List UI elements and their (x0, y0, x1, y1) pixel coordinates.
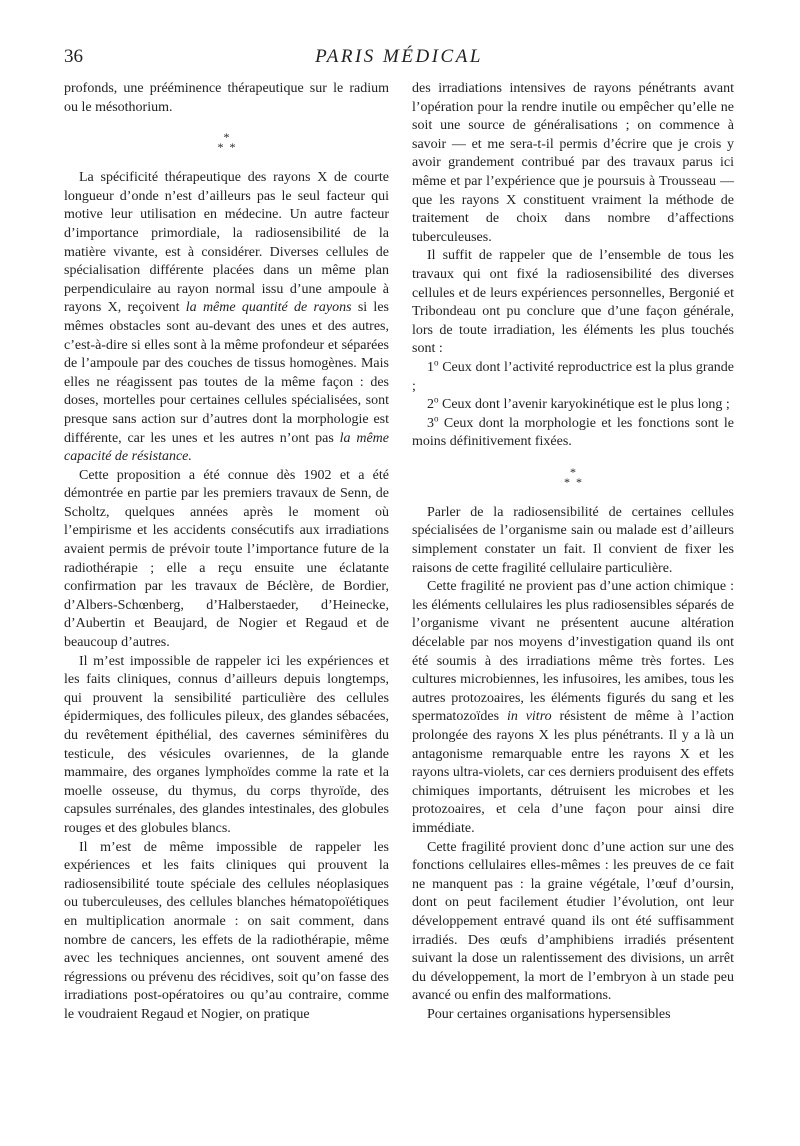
paragraph (64, 169, 389, 467)
ordinal-suffix: o (434, 413, 439, 424)
text-run: La spécificité thérapeutique des rayons X de courte longueur d’onde n’est d’ailleurs pas le seul facteur qui motive leur utilisation en médecine. Un autre facteur d’importance primordiale, la radiosensibilité de la matière vivante, est à considérer. Diverses cellules de spécialisation différente placées dans un même plan perpendiculaire au rayon normal issu d’une ampoule à rayons X, reçoivent (64, 170, 389, 316)
item-number: 1 (427, 359, 434, 375)
separator-stars: ** (564, 474, 588, 489)
right-column (412, 80, 734, 1025)
paragraph: Parler de la radiosensibilité de certaines cellules spécialisées de l’organisme sain ou malade est d’ailleurs simplement constater un fait. Il convient de fixer les raisons de cette fragilité cellulaire particulière. (412, 504, 734, 576)
paragraph: Il suffit de rappeler que de l’ensemble de tous les travaux qui ont fixé la radiosensibilité des diverses cellules et de leurs expériences personnelles, Bergonié et Tribondeau ont pu conclure que d’une façon générale, lors de toute irradiation, les éléments les plus touchés sont : (412, 248, 734, 357)
paragraph (412, 578, 734, 838)
item-number: 3 (427, 415, 434, 431)
item-text: Ceux dont la morphologie et les fonctions sont le moins définitivement fixées. (412, 415, 734, 450)
left-column (64, 80, 389, 1025)
item-text: Ceux dont l’avenir karyokinétique est le plus long ; (438, 397, 730, 413)
paragraph: Pour certaines organisations hypersensibles (427, 1006, 671, 1022)
page-number: 36 (64, 46, 83, 67)
text-run: si les mêmes obstacles sont au-devant des unes et des autres, c’est-à-dire si elles sont à la même profondeur et séparées de l’ampoule par des couches de tissus homogènes. Mais elles ne réagissent pas toutes de la même façon : des doses, mortelles pour certaines cellules spécialisées, sont presque sans action sur d’autres dont la morphologie est différente, car les unes et les autres n’ont pas (64, 300, 389, 446)
list-item (412, 396, 734, 415)
list-item (412, 359, 734, 396)
emphasis: la même quantité de rayons (185, 300, 352, 316)
running-title: PARIS MÉDICAL (315, 46, 483, 67)
page-header (64, 44, 734, 74)
separator-stars: ** (217, 140, 242, 155)
section-separator (64, 117, 389, 169)
paragraph: des irradiations intensives de rayons pénétrants avant l’opération pour la rendre inutile ou empêcher qu’elle ne soit une source de généralisations ; on commence à savoir — et me sera-t-il permis d’écrire que je crois y avoir grandement contribué par des travaux parus ici même et par l’expérience que je poursuis à Trousseau — que les rayons X constituent vraiment la méthode de traitement de choix dans nombre d’affections tuberculeuses. (412, 81, 734, 245)
separator-star: * (570, 464, 576, 479)
text-run: résistent de même à l’action prolongée des rayons X les plus pénétrants. Il y a là un antagonisme remarquable entre les rayons X et les rayons ultra-violets, car ces derniers produisent des effets chimiques importants, détruisent les microbes et les protozoaires, et cela d’une façon pour ainsi dire immédiate. (412, 709, 734, 836)
paragraph: Il m’est de même impossible de rappeler les expériences et les faits cliniques qui prouvent la radiosensibilité toute spéciale des cellules néoplasiques ou tuberculeuses, des cellules blanches hématopoïétiques en multiplication anormale : on sait comment, dans nombre de cancers, les effets de la radiothérapie, même avec les techniques anciennes, ont souvent amené des régressions ou prévenu des récidives, soit qu’on fasse des irradiations post-opératoires ou qu’au contraire, comme le voudraient Regaud et Nogier, on pratique (64, 839, 389, 1022)
paragraph: Il m’est impossible de rappeler ici les expériences et les faits cliniques, connus d’ailleurs depuis longtemps, qui prouvent la sensibilité particulière des cellules épidermiques, des follicules pileux, des glandes sébacées, du revêtement épithélial, des cavernes séminifères du testicule, des vésicules ovariennes, de la glande mammaire, des organes lymphoïdes comme la rate et la moelle osseuse, du thymus, du corps thyroïde, des capsules surrénales, des glandes intestinales, des globules rouges et des globules blancs. (64, 653, 389, 836)
emphasis: in vitro (506, 709, 552, 725)
item-text: Ceux dont l’activité reproductrice est la plus grande ; (412, 359, 734, 394)
separator-star: * (223, 130, 230, 145)
item-number: 2 (427, 397, 434, 413)
section-separator (412, 452, 734, 504)
list-item (412, 415, 734, 452)
paragraph: Cette proposition a été connue dès 1902 et a été démontrée en partie par les premiers travaux de Senn, de Scholtz, quelques années après le moment où l’empirisme et les accidents consécutifs aux irradiations avaient permis de prévoir toute l’importance future de la radiothérapie ; elle a reçu ensuite une éclatante confirmation par les travaux de Béclère, de Bordier, d’Albers-Schœnberg, d’Halberstaeder, d’Heinecke, d’Aubertin et Beaujard, de Nogier et Regaud et de beaucoup d’autres. (64, 467, 389, 651)
emphasis: la même capacité de résistance. (64, 430, 389, 465)
paragraph: Cette fragilité provient donc d’une action sur une des fonctions cellulaires elles-mêmes : les preuves de ce fait ne manquent pas : la graine végétale, l’œuf d’oursin, dont on peut facilement étudier l’évolution, ont leur développement entravé quand ils ont été suffisamment irradiés. Des œufs d’amphibiens irradiés présentent suivant la dose un ralentissement des divisions, un arrêt du développement, la mort de l’embryon à un stade peu avancé ou enfin des malformations. (412, 839, 734, 1004)
paragraph: profonds, une prééminence thérapeutique sur le radium ou le mésothorium. (64, 81, 389, 115)
text-run: Cette fragilité ne provient pas d’une action chimique : les éléments cellulaires les plus radiosensibles séparés de l’organisme vivant ne présentent aucune altération décelable par nos moyens d’investigation quand ils ont été soumis à des irradiations même très fortes. Les cultures microbiennes, les infusoires, les amibes, tous les autres protozoaires, les éléments figurés du sang et les spermatozoïdes (412, 579, 734, 725)
ordinal-suffix: o (434, 357, 439, 368)
ordinal-suffix: o (434, 394, 439, 405)
